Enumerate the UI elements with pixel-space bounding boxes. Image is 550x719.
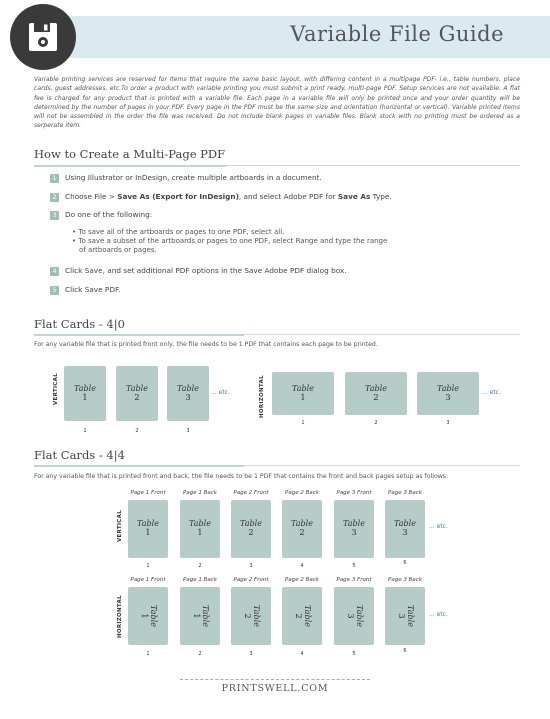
intro-paragraph: Variable printing services are reserved for items that require the same basic layout, with differing content in a multipage PDF- i.e., table numbers, place cards, guest addresses, etc.To order a product with variable printing you must submit a print ready, multi-page PDF. Setup services are not available. A flat fee is charged for any product that is printed with a variable file. Each page in a variable file will only be printed once and your order quantity will be determined by the number of pages in your PDF. Every page in the PDF must be the same size and orientation (horizontal or vertical). Variable printed items will not be assembled in the order the file was received. Do not include blank pages in variable files. Blank stock with no printing must be ordered as a serperate item. xyxy=(34,76,520,130)
sub-item-continued: of artboards or pages. xyxy=(79,246,157,254)
flat40-underline xyxy=(34,334,244,336)
vertical-card-page1-front: Table 1 xyxy=(128,500,168,558)
column-header: Page 1 Back xyxy=(183,490,217,496)
card-index: 2 xyxy=(198,651,202,657)
card-index: 3 xyxy=(186,428,190,434)
horizontal-etc: ... etc. xyxy=(429,611,448,618)
column-header: Page 2 Back xyxy=(285,490,319,496)
horizontal-label: HORIZONTAL xyxy=(259,375,265,418)
card-number: 2 xyxy=(373,392,379,403)
page-title: Variable File Guide xyxy=(290,22,504,46)
card-index: 6 xyxy=(403,648,407,654)
card-index: 6 xyxy=(403,560,407,566)
card-index: 3 xyxy=(446,420,450,426)
horizontal-card-page2-back: Table 2 xyxy=(282,587,322,645)
step-bold: Save As (Export for InDesign) xyxy=(117,192,239,201)
vertical-card-2 xyxy=(116,366,158,421)
horizontal-card-page1-front: Table 1 xyxy=(128,587,168,645)
howto-rule xyxy=(226,165,520,166)
sub-item: • To save a subset of the artboards or pages to one PDF, select Range and type the range xyxy=(72,237,388,245)
column-header: Page 2 Back xyxy=(285,577,319,583)
card-index: 2 xyxy=(374,420,378,426)
howto-title: How to Create a Multi-Page PDF xyxy=(34,147,226,161)
step-badge: 4 xyxy=(50,267,59,276)
column-header: Page 2 Front xyxy=(233,490,269,496)
horizontal-card-page3-back: Table 3 xyxy=(385,587,425,645)
horizontal-card-page2-front: Table 2 xyxy=(231,587,271,645)
vertical-label: VERTICAL xyxy=(53,373,59,405)
card-index: 1 xyxy=(146,563,150,569)
card-word: Table xyxy=(292,383,314,393)
flat40-rule xyxy=(244,334,520,335)
card-index: 3 xyxy=(249,651,253,657)
column-header: Page 1 Back xyxy=(183,577,217,583)
column-header: Page 3 Front xyxy=(336,577,372,583)
step-2 xyxy=(50,192,392,202)
card-index: 5 xyxy=(352,563,356,569)
card-index: 1 xyxy=(146,651,150,657)
card-number: 1 xyxy=(82,392,88,403)
flat44-underline xyxy=(34,465,244,467)
card-number: 3 xyxy=(445,392,451,403)
flat44-description: For any variable file that is printed front and back, the file needs to be 1 PDF that contains the front and back pages setup as follows: xyxy=(34,473,449,480)
card-index: 1 xyxy=(301,420,305,426)
card-index: 3 xyxy=(249,563,253,569)
card-word: Table xyxy=(437,383,459,393)
step-text: Click Save, and set additional PDF options in the Save Adobe PDF dialog box. xyxy=(65,266,347,275)
step-5 xyxy=(50,285,120,295)
column-header: Page 1 Front xyxy=(130,577,166,583)
step-3 xyxy=(50,210,152,220)
step-text: Using Illustrator or InDesign, create multiple artboards in a document. xyxy=(65,173,322,182)
step-text: Type. xyxy=(370,192,392,201)
column-header: Page 3 Back xyxy=(388,490,422,496)
vertical-card-page1-back: Table 1 xyxy=(180,500,220,558)
horizontal-card-2 xyxy=(345,372,407,415)
footer-brand: PRINTSWELL.COM xyxy=(221,683,329,694)
column-header: Page 3 Back xyxy=(388,577,422,583)
vertical-label: VERTICAL xyxy=(117,510,123,542)
horizontal-card-page1-back: Table 1 xyxy=(180,587,220,645)
flat44-title: Flat Cards - 4|4 xyxy=(34,448,125,462)
card-number: 2 xyxy=(134,392,140,403)
card-index: 1 xyxy=(83,428,87,434)
step-text: Do one of the following: xyxy=(65,210,153,219)
vertical-card-3 xyxy=(167,366,209,421)
step-text: Click Save PDF. xyxy=(65,285,121,294)
vertical-etc: ... etc. xyxy=(429,523,448,530)
horizontal-card-1 xyxy=(272,372,334,415)
footer-divider xyxy=(180,679,370,680)
vertical-etc: ... etc. xyxy=(211,389,230,396)
card-word: Table xyxy=(126,383,148,393)
horizontal-card-3 xyxy=(417,372,479,415)
card-index: 4 xyxy=(300,563,304,569)
card-index: 2 xyxy=(198,563,202,569)
card-word: Table xyxy=(74,383,96,393)
step-badge: 1 xyxy=(50,174,59,183)
howto-underline xyxy=(34,165,226,167)
card-number: 1 xyxy=(300,392,306,403)
sub-item: • To save all of the artboards or pages to one PDF, select all. xyxy=(72,228,285,236)
vertical-card-page2-back: Table 2 xyxy=(282,500,322,558)
step-badge: 5 xyxy=(50,286,59,295)
horizontal-card-page3-front: Table 3 xyxy=(334,587,374,645)
step-4 xyxy=(50,266,347,276)
vertical-card-page3-front: Table 3 xyxy=(334,500,374,558)
horizontal-label: HORIZONTAL xyxy=(117,595,123,638)
vertical-card-page3-back: Table 3 xyxy=(385,500,425,558)
column-header: Page 3 Front xyxy=(336,490,372,496)
column-header: Page 1 Front xyxy=(130,490,166,496)
card-index: 4 xyxy=(300,651,304,657)
vertical-card-page2-front: Table 2 xyxy=(231,500,271,558)
card-number: 3 xyxy=(185,392,191,403)
card-word: Table xyxy=(177,383,199,393)
flat40-title: Flat Cards - 4|0 xyxy=(34,317,125,331)
step-badge: 3 xyxy=(50,211,59,220)
card-index: 5 xyxy=(352,651,356,657)
horizontal-etc: ... etc. xyxy=(482,389,501,396)
step-badge: 2 xyxy=(50,193,59,202)
card-index: 2 xyxy=(135,428,139,434)
column-header: Page 2 Front xyxy=(233,577,269,583)
step-text: , and select Adobe PDF for xyxy=(238,192,338,201)
card-word: Table xyxy=(365,383,387,393)
flat44-rule xyxy=(244,465,520,466)
step-text: Choose File > xyxy=(65,192,118,201)
step-1 xyxy=(50,173,322,183)
step-bold: Save As xyxy=(337,192,371,201)
vertical-card-1 xyxy=(64,366,106,421)
flat40-description: For any variable file that is printed front only, the file needs to be 1 PDF that contains each page to be printed. xyxy=(34,341,378,348)
